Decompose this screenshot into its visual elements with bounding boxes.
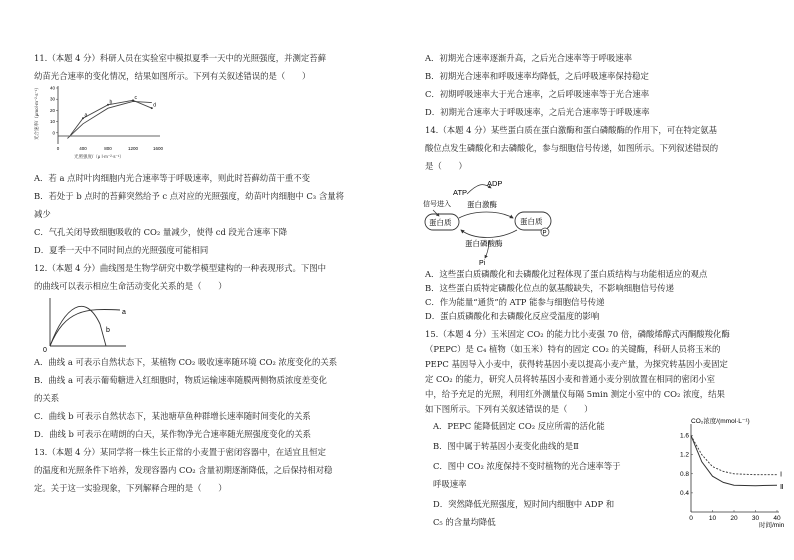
q11-point-label: a — [84, 112, 88, 119]
q11-point-label: c — [134, 94, 137, 101]
q14-p-mark: P — [542, 230, 547, 237]
q14-adp: ADP — [487, 179, 503, 188]
q15-option-a: A．PEPC 能降低固定 CO₂ 反应所需的活化能 — [433, 421, 605, 431]
q15-chart — [669, 414, 789, 534]
q13-option-a: A．初期光合速率逐渐升高，之后光合速率等于呼吸速率 — [425, 53, 633, 63]
q15-stem-3: PEPC 基因导入小麦中，获得转基因小麦以提高小麦产量，为探究转基因小麦固定 — [425, 359, 728, 369]
q15-xlabel: 时间/min — [759, 522, 785, 529]
q14-stem-1: 14.（本题 4 分）某些蛋白质在蛋白激酶和蛋白磷酸酶的作用下，可在特定氨基 — [425, 125, 717, 135]
q14-pi: Pi — [479, 260, 486, 266]
q11-x-tick-label: 1600 — [152, 146, 164, 151]
q12-option-b: B．曲线 a 可表示葡萄糖进入红细胞时，物质运输速率随膜两侧物质浓度差变化 — [34, 375, 327, 385]
q11-y-tick-label: 20 — [49, 107, 55, 113]
q15-stem-1: 15.（本题 4 分）玉米固定 CO₂ 的能力比小麦强 70 倍，磷酸烯醇式丙酮酸羧化酶 — [425, 329, 730, 339]
q13-stem-1: 13.（本题 4 分）某同学将一株生长正常的小麦置于密闭容器中，在适宜且恒定 — [34, 447, 326, 457]
q11-y-tick-label: 40 — [49, 85, 55, 91]
q15-stem-2: （PEPC）是 C₄ 植物（如玉米）特有的固定 CO₂ 的关键酶，科研人员将玉米的 — [425, 344, 721, 354]
q14-atp: ATP — [453, 188, 468, 197]
q15-y-tick-label: 0.8 — [679, 470, 689, 478]
q15-x-tick-label: 0 — [689, 515, 693, 522]
q12-stem-2: 的曲线可以表示相应生命活动变化关系的是（ ） — [34, 281, 227, 291]
q13-option-c: C．初期呼吸速率大于光合速率，之后呼吸速率等于光合速率 — [425, 89, 650, 99]
q11-stem-1: 11.（本题 4 分）科研人员在实验室中模拟夏季一天中的光照强度，并测定苔藓 — [34, 53, 326, 63]
q14-signal-in: 信号进入 — [423, 201, 451, 208]
q14-option-d: D．蛋白质磷酸化和去磷酸化反应受温度的影响 — [425, 311, 600, 321]
q13-option-b: B．初期光合速率和呼吸速率均降低，之后呼吸速率保持稳定 — [425, 71, 649, 81]
q11-option-a: A．若 a 点时叶肉细胞内光合速率等于呼吸速率，则此时苔藓幼苗干重不变 — [34, 173, 310, 183]
q14-option-a: A．这些蛋白质磷酸化和去磷酸化过程体现了蛋白质结构与功能相适应的观点 — [425, 269, 708, 279]
q11-x-tick-label: 800 — [104, 146, 112, 151]
q14-option-b: B．这些蛋白质特定磷酸化位点的氨基酸缺失，不影响细胞信号传递 — [425, 283, 675, 293]
q14-phosphatase: 蛋白磷酸酶 — [465, 239, 503, 248]
q11-option-b-cont: 减少 — [34, 209, 51, 219]
q11-xlabel: 光照强度/（μ l·m⁻²·s⁻¹） — [74, 154, 124, 159]
q15-option-d: D．突然降低光照强度，短时间内细胞中 ADP 和 — [433, 499, 615, 509]
q12-curve-b — [50, 306, 106, 346]
q13-stem-3: 定。关于这一实验现象，下列解释合理的是（ ） — [34, 483, 227, 493]
q14-option-c: C．作为能量“通货”的 ATP 能参与细胞信号传递 — [425, 297, 605, 307]
q11-option-d: D．夏季一天中不同时间点的光照强度可能相同 — [34, 245, 209, 255]
q15-stem-4: 定 CO₂ 的能力，研究人员将转基因小麦和普通小麦分别放置在相同的密闭小室 — [425, 374, 715, 384]
q11-point-label: b — [109, 99, 113, 106]
q11-option-c: C．气孔关闭导致细胞吸收的 CO₂ 量减少，使得 cd 段光合速率下降 — [34, 227, 288, 237]
q12-label-a: a — [122, 309, 126, 316]
q15-option-c: C．图中 CO₂ 浓度保持不变时植物的光合速率等于 — [433, 461, 621, 471]
q11-series-curve1 — [67, 101, 151, 138]
q14-diagram — [419, 174, 569, 266]
q15-y-tick-label: 1.6 — [679, 432, 689, 440]
q11-ylabel: 光合速率/（μmol·m⁻²·s⁻¹） — [34, 85, 39, 140]
q15-x-tick-label: 40 — [773, 515, 781, 522]
q15-y-tick-label: 1.2 — [679, 451, 689, 459]
q15-x-tick-label: 10 — [708, 515, 717, 522]
q12-label-b: b — [106, 327, 110, 334]
q15-y-tick-label: 0.4 — [679, 489, 689, 497]
q14-atp-to-adp-arrow — [467, 185, 491, 194]
q15-option-d-cont: C₅ 的含量均降低 — [433, 517, 496, 527]
q12-option-a: A．曲线 a 可表示自然状态下，某植物 CO₂ 吸收速率随环境 CO₂ 浓度变化的关系 — [34, 357, 338, 367]
q11-stem-2: 幼苗光合速率的变化情况，结果如图所示。下列有关叙述错误的是（ ） — [34, 71, 311, 81]
q15-option-c-cont: 呼吸速率 — [433, 479, 467, 489]
q14-stem-3: 是（ ） — [425, 161, 467, 171]
q15-series-II — [691, 436, 777, 486]
q11-y-tick-label: 30 — [49, 96, 55, 102]
q15-x-tick-label: 30 — [751, 515, 760, 522]
q14-stem-2: 酸位点发生磷酸化和去磷酸化，参与细胞信号传递，如图所示。下列叙述错误的 — [425, 143, 719, 153]
q11-point-label: d — [153, 102, 157, 109]
q15-ylabel: CO₂浓度/(mmol·L⁻¹) — [691, 418, 750, 425]
q12-option-d: D．曲线 b 可表示在晴朗的白天，某作物净光合速率随光照强度变化的关系 — [34, 429, 312, 439]
q13-option-d: D．初期光合速率大于呼吸速率，之后光合速率等于呼吸速率 — [425, 107, 650, 117]
q12-stem-1: 12.（本题 4 分）曲线图是生物学研究中数学模型建构的一种表现形式。下图中 — [34, 263, 326, 273]
q13-stem-2: 的温度和光照条件下培养，发现容器内 CO₂ 含量初期逐渐降低，之后保持相对稳 — [34, 465, 333, 475]
q15-label-I: Ⅰ — [780, 471, 783, 479]
q12-origin: 0 — [43, 347, 47, 354]
q15-x-tick-label: 20 — [730, 515, 738, 522]
q12-option-b-cont: 的关系 — [34, 393, 60, 403]
q14-dephosphorylation-arrow — [461, 230, 517, 238]
q14-kinase: 蛋白激酶 — [467, 200, 497, 209]
q11-x-tick-label: 1200 — [127, 146, 139, 151]
q15-option-b: B．图中属于转基因小麦变化曲线的是Ⅱ — [433, 441, 579, 451]
q11-y-tick-label: 10 — [49, 119, 55, 125]
q14-signal-arrow — [433, 210, 439, 216]
q11-chart — [34, 84, 164, 162]
q15-label-II: Ⅱ — [780, 484, 784, 492]
q12-option-c: C．曲线 b 可表示自然状态下，某池塘草鱼种群增长速率随时间变化的关系 — [34, 411, 311, 421]
q14-protein-left: 蛋白质 — [429, 218, 452, 227]
q15-stem-5: 中，给予充足的光照，利用红外测量仪每隔 5min 测定小室中的 CO₂ 浓度，结果 — [425, 389, 725, 399]
q11-option-b: B．若处于 b 点时的苔藓突然给予 c 点对应的光照强度，幼苗叶肉细胞中 C₃ 含量将 — [34, 191, 344, 201]
q12-chart — [40, 296, 130, 354]
q15-series-I — [691, 436, 777, 475]
q14-phosphorylation-arrow — [459, 212, 513, 218]
q11-y-tick-label: 0 — [52, 130, 55, 136]
right-column — [397, 0, 794, 560]
q11-x-tick-label: 0 — [56, 146, 60, 151]
q14-protein-right: 蛋白质 — [520, 217, 543, 226]
q11-x-tick-label: 400 — [79, 146, 87, 151]
q15-stem-6: 如下图所示。下列有关叙述错误的是（ ） — [425, 404, 593, 414]
